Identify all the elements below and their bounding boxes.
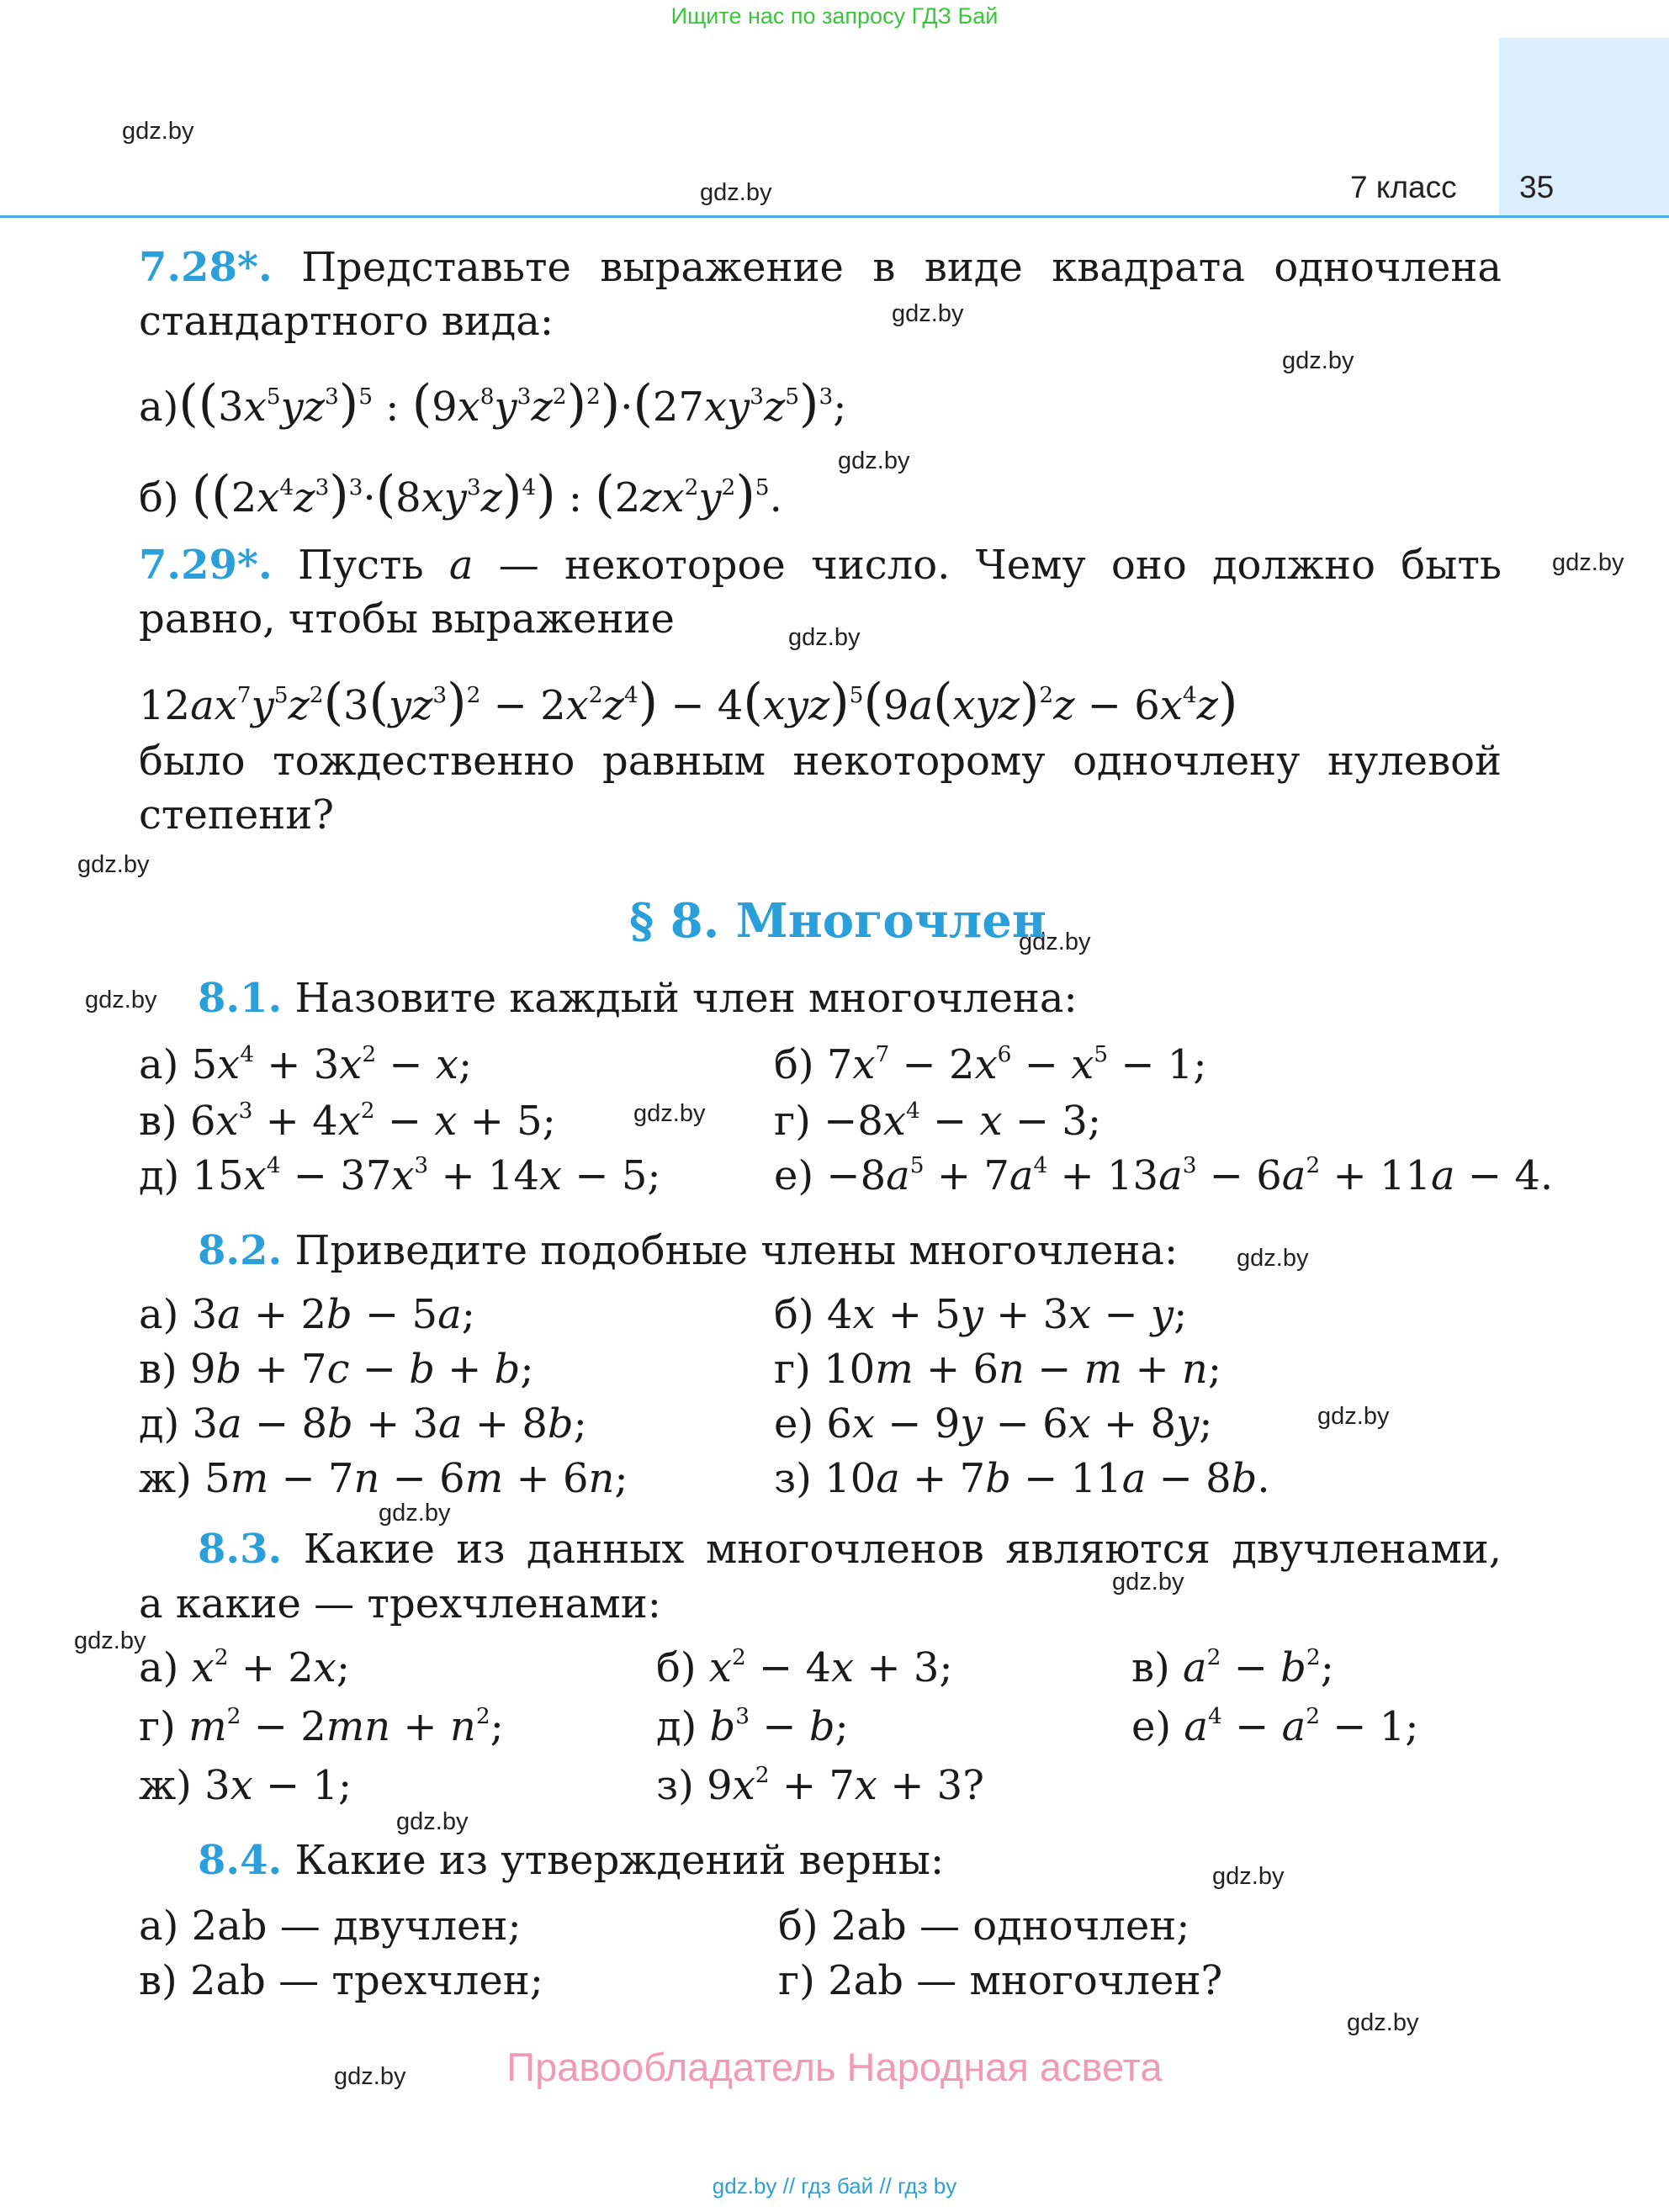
item-label: д) [139, 1400, 180, 1447]
problem-7-29-line2: равно, чтобы выражение [139, 595, 675, 643]
exercise-8-3-e: е) $a^4 - a^2 - 1$; [1131, 1703, 1419, 1750]
watermark: gdz.by [633, 1100, 706, 1127]
exercise-8-2-e: е) 6x − 9y − 6x + 8y; [774, 1400, 1213, 1447]
item-label: в) [1131, 1644, 1170, 1691]
exercise-8-2-v: в) 9b + 7c − b + b; [139, 1346, 534, 1393]
item-label: е) [1131, 1703, 1172, 1750]
exercise-8-2-header [198, 1224, 1178, 1278]
top-banner[interactable]: Ищите нас по запросу ГДЗ Бай [670, 3, 999, 29]
exercise-number: 8.1. [198, 975, 283, 1022]
item-label: ж) [139, 1762, 192, 1809]
watermark: gdz.by [700, 179, 772, 206]
watermark: gdz.by [77, 851, 150, 878]
problem-7-28-a: $а)((3x^5yz^3)^5$ : $(9x^8y^3z^2)^2)\cdot(27xy^3z^5)^3$; [139, 374, 847, 433]
variable: a [448, 542, 474, 589]
item-label: б) [774, 1291, 814, 1338]
exercise-number: 8.3. [198, 1526, 283, 1573]
exercise-8-2-a: а) 3a + 2b − 5a; [139, 1291, 475, 1338]
item-label: ж) [139, 1455, 192, 1502]
exercise-8-2-z: з) 10a + 7b − 11a − 8b. [774, 1455, 1270, 1502]
exercise-text: Приведите подобные члены многочлена: [294, 1227, 1179, 1274]
item-label: г) [774, 1098, 811, 1145]
item-label: а) [139, 384, 179, 431]
exercise-8-2-b: б) 4x + 5y + 3x − y; [774, 1291, 1188, 1338]
exercise-8-3-d: д) $b^3 - b$; [656, 1703, 849, 1750]
watermark: gdz.by [892, 300, 964, 327]
exercise-8-3-line1 [198, 1522, 1502, 1576]
exercise-8-1-header [198, 971, 1078, 1025]
exercise-8-3-line2: а какие — трехчленами: [139, 1580, 661, 1627]
watermark: gdz.by [1019, 929, 1091, 955]
watermark: gdz.by [1112, 1569, 1184, 1595]
problem-7-28-line2: стандартного вида: [139, 298, 554, 345]
exercise-8-3-b: б) $x^2 - 4x + 3$; [656, 1644, 953, 1691]
watermark: gdz.by [334, 2063, 406, 2090]
exercise-8-1-g: $г) -8x^4 - x - 3$; [774, 1098, 1102, 1145]
item-label: г) [774, 1346, 811, 1393]
exercise-8-4-v [139, 1954, 543, 2008]
exercise-8-4-b [778, 1899, 1189, 1953]
problem-7-29-line1 [139, 538, 1502, 592]
exercise-8-1-v: в) $6x^3 + 4x^2 - x + 5$; [139, 1098, 556, 1145]
exercise-8-1-a: а) $5x^4 + 3x^2 - x$; [139, 1041, 473, 1088]
problem-number: 7.28*. [139, 244, 273, 291]
exercise-8-3-zh: ж) 3x − 1; [139, 1762, 352, 1809]
exercise-8-2-zh: ж) 5m − 7n − 6m + 6n; [139, 1455, 628, 1502]
watermark: gdz.by [396, 1808, 469, 1835]
page-number: 35 [1519, 170, 1555, 204]
problem-7-28-b: б) $((2x^4z^3)^3\cdot(8xy^3z)^4)$ : $(2zx^2y^2)^5$. [139, 465, 782, 524]
item-label: б) [778, 1902, 819, 1950]
watermark: gdz.by [122, 118, 194, 145]
item-label: б) [774, 1041, 814, 1088]
watermark: gdz.by [1237, 1245, 1309, 1272]
header-rule [0, 215, 1669, 218]
exercise-8-3-a: а) $x^2 + 2x$; [139, 1644, 351, 1691]
watermark: gdz.by [1317, 1403, 1390, 1430]
section-title: § 8. Многочлен [629, 893, 1046, 949]
problem-7-28-line1 [139, 241, 1502, 294]
exercise-number: 8.4. [198, 1837, 283, 1884]
copyright-notice: Правообладатель Народная асвета [506, 2045, 1163, 2089]
item-label: г) [778, 1957, 815, 2004]
exercise-8-1-d: д) $15x^4 - 37x^3 + 14x - 5$; [139, 1152, 661, 1199]
exercise-8-3-z: з) $9x^2 + 7x + 3$? [656, 1762, 984, 1809]
item-label: а) [139, 1041, 179, 1088]
item-label: б) [139, 474, 179, 521]
problem-number: 7.29*. [139, 542, 273, 589]
grade-label: 7 класс [1350, 170, 1457, 204]
item-label: е) [774, 1152, 814, 1199]
exercise-8-4-header [198, 1834, 944, 1887]
item-label: в) [139, 1957, 177, 2004]
item-label: д) [656, 1703, 697, 1750]
exercise-8-1-e: $е) -8a^5 + 7a^4 + 13a^3 - 6a^2 + 11a - 4$. [774, 1152, 1554, 1199]
problem-7-29-expression: $12ax^7y^5z^2(3(yz^3)^2 - 2x^2z^4) - 4(xyz)^5(9a(xyz)^2z - 6x^4z)$ [139, 673, 1238, 732]
watermark: gdz.by [1212, 1863, 1285, 1890]
footer-links[interactable]: gdz.by // гдз бай // гдз by [712, 2173, 957, 2199]
item-label: з) [656, 1762, 694, 1809]
watermark: gdz.by [788, 624, 861, 651]
exercise-text: Назовите каждый член многочлена: [294, 975, 1078, 1022]
problem-text: Пусть [297, 542, 449, 589]
item-text: 2ab — одночлен; [830, 1902, 1190, 1950]
item-label: г) [139, 1703, 176, 1750]
problem-text: Представьте выражение в виде квадрата одночлена [301, 244, 1502, 291]
exercise-8-3-v: в) $a^2 - b^2$; [1131, 1644, 1334, 1691]
item-label: а) [139, 1291, 179, 1338]
watermark: gdz.by [85, 987, 157, 1013]
exercise-8-4-a [139, 1899, 522, 1953]
item-label: а) [139, 1902, 179, 1950]
exercise-text: Какие из утверждений верны: [294, 1837, 945, 1884]
watermark: gdz.by [74, 1627, 146, 1654]
exercise-8-4-g [778, 1954, 1222, 2008]
item-label: в) [139, 1098, 177, 1145]
problem-7-29-line4: степени? [139, 791, 334, 839]
exercise-8-3-g: г) $m^2 - 2mn + n^2$; [139, 1703, 504, 1750]
item-text: 2ab — многочлен? [828, 1957, 1223, 2004]
exercise-8-1-b: б) $7x^7 - 2x^6 - x^5 - 1$; [774, 1041, 1207, 1088]
watermark: gdz.by [379, 1500, 451, 1527]
item-text: 2ab — трехчлен; [190, 1957, 543, 2004]
problem-7-29-line3: было тождественно равным некоторому одночлену нулевой [139, 738, 1502, 785]
exercise-8-2-d: д) 3a − 8b + 3a + 8b; [139, 1400, 587, 1447]
watermark: gdz.by [838, 447, 910, 474]
problem-text: — некоторое число. Чему оно должно быть [473, 542, 1502, 589]
item-label: а) [139, 1644, 179, 1691]
item-label: з) [774, 1455, 812, 1502]
watermark: gdz.by [1552, 549, 1624, 576]
exercise-number: 8.2. [198, 1227, 283, 1274]
item-label: б) [656, 1644, 697, 1691]
item-label: е) [774, 1400, 814, 1447]
item-label: в) [139, 1346, 177, 1393]
exercise-8-2-g: г) 10m + 6n − m + n; [774, 1346, 1222, 1393]
item-text: 2ab — двучлен; [191, 1902, 522, 1950]
watermark: gdz.by [1347, 2009, 1419, 2036]
item-label: д) [139, 1152, 180, 1199]
watermark: gdz.by [1282, 347, 1354, 374]
exercise-text: Какие из данных многочленов являются двучленами, [303, 1526, 1502, 1573]
